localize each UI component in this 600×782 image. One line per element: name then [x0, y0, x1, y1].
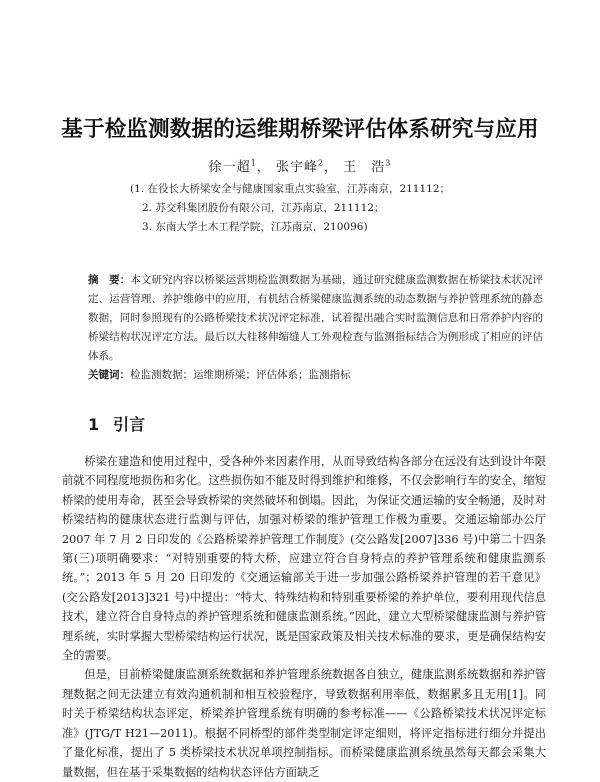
body-text [62, 452, 546, 782]
keywords-text: 检监测数据；运维期桥梁；评估体系；监测指标 [130, 369, 351, 381]
affiliation-line: 2. 苏交科集团股份有限公司，江苏南京，211112； [142, 202, 385, 214]
author-name: 徐一超 [208, 160, 251, 175]
author-affiliation-mark: 1 [250, 158, 257, 168]
affiliation-line: (1. 在役长大桥梁安全与健康国家重点实验室，江苏南京，211112； [130, 183, 451, 195]
affiliation-block [130, 180, 530, 237]
author-name: 王 浩 [343, 160, 386, 175]
author-affiliation-mark: 2 [317, 158, 325, 168]
keywords-label: 关键词： [88, 369, 130, 381]
abstract [88, 271, 543, 366]
author-affiliation-mark: 3 [385, 158, 392, 168]
abstract-label: 摘 要： [88, 274, 131, 286]
abstract-text: 本文研究内容以桥梁运营期检监测数据为基础，通过研究健康监测数据在桥梁技术状况评定、运营管理、养护维修中的应用，有机结合桥梁健康监测系统的动态数据与养护管理系统的静态数据，同时参照现有的公路桥梁技术状况评定标准，试着提出融合实时监测信息和日常养护内容的桥梁结构状况评定方法。最后以大桂移伸缩缝人工外观检查与监测指标结合为例形成了相应的评估体系。 [88, 274, 544, 362]
section-title: 引言 [113, 415, 146, 434]
paragraph: 桥梁在建造和使用过程中，受各种外来因素作用，从而导致结构各部分在远没有达到设计年限前就不同程度地损伤和劣化。这些损伤如不能及时得到维护和维修，不仅会影响行车的安全，缩短桥梁的使用寿命，甚至会导致桥梁的突然破坏和倒塌。因此，为保证交通运输的安全畅通，及时对桥梁结构的健康状态进行监测与评估，加强对桥梁的维护管理工作极为重要。交通运输部办公厅 2007 年 7 月 2 日印发的《公路桥梁养护管理工作制度》(交公路发[2007]336 号)中第二十四条第(三)项明确要求：“对特别重要的特大桥，应建立符合自身特点的养护管理系统和健康监测系统。”；2013 年 5 月 20 日印发的《交通运输部关于进一步加强公路桥梁养护管理的若干意见》(交公路发[2013]321 号)中提出：“特大、特殊结构和特别重要桥梁的养护单位，要利用现代信息技术，建立符合自身特点的养护管理系统和健康监测系统。”因此，建立大型桥梁健康监测与养护管理系统，实时掌握大型桥梁结构运行状况，既是国家政策及相关技术标准的要求，更是确保结构安全的需要。 [62, 455, 546, 663]
author-name: 张宇峰 [275, 160, 318, 175]
affiliation-line: 3. 东南大学土木工程学院，江苏南京，210096) [142, 221, 368, 233]
paper-title: 基于检监测数据的运维期桥梁评估体系研究与应用 [61, 117, 539, 142]
author-list: 徐一超$^1$， 张宇峰$^2$， 王 浩$^3$ [208, 158, 392, 175]
section-heading [88, 412, 145, 435]
keywords [88, 366, 543, 385]
paragraph: 但是，目前桥梁健康监测系统数据和养护管理系统数据各自独立，健康监测系统数据和养护管理数据之间无法建立有效沟通机制和相互校验程序，导致数据利用率低，数据累多且无用[1]。同时关于桥梁结构状态评定，桥梁养护管理系统有明确的参考标准——《公路桥梁技术状况评定标准》(JTG/T H21—2011)。根据不同桥型的部件类型制定评定细则，将评定指标进行细分并提出了量化标准，提出了 5 类桥梁技术状况单项控制指标。而桥梁健康监测系统虽然每天都会采集大量数据，但在基于采集数据的结构状态评估方面缺乏 [62, 668, 546, 779]
section-number: 1 [88, 415, 100, 434]
